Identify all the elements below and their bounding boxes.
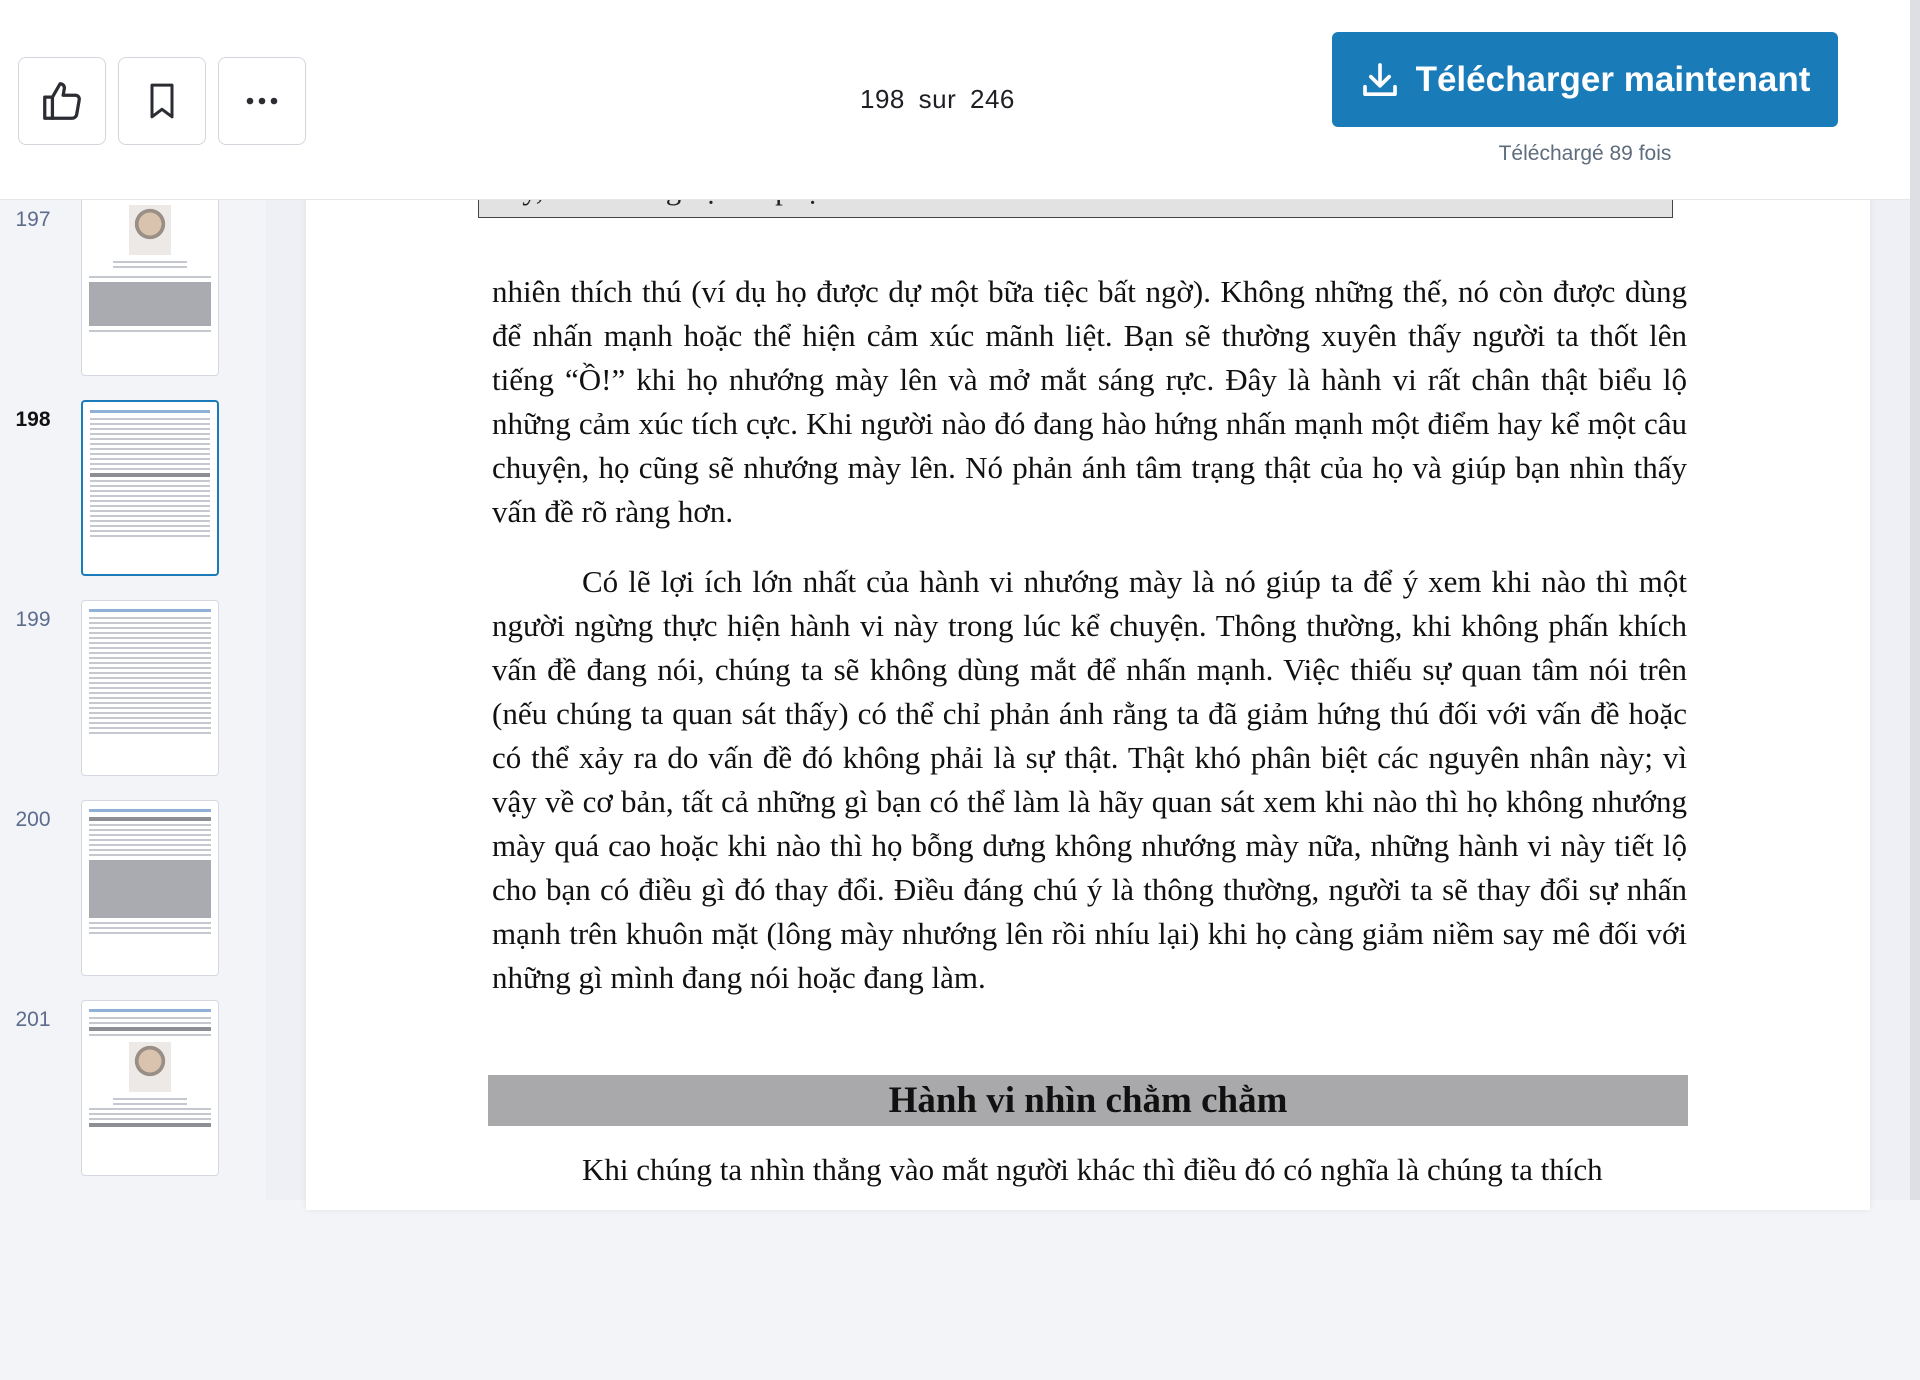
document-viewer[interactable] [306,200,1920,1200]
bookmark-icon [142,79,182,123]
paragraph: nhiên thích thú (ví dụ họ được dự một bữa tiệc bất ngờ). Không những thế, nó còn được dùng để nhấn mạnh hoặc thể hiện cảm xúc mãnh liệt. Bạn sẽ thường xuyên thấy người ta thốt lên tiếng “Ồ!” khi họ nhướng mày lên và mở mắt sáng rực. Đây là hành vi rất chân thật biểu lộ những cảm xúc tích cực. Khi người nào đó đang hào hứng nhấn mạnh một điểm hay kể một câu chuyện, họ cũng sẽ nhướng mày lên. Nó phản ánh tâm trạng thật của họ và giúp bạn nhìn thấy vấn đề rõ ràng hơn. [492,274,1687,529]
thumbnail-item[interactable] [0,800,266,980]
thumbnail-photo [129,205,171,255]
paragraph: Có lẽ lợi ích lớn nhất của hành vi nhướng mày là nó giúp ta để ý xem khi nào thì một người ngừng thực hiện hành vi này trong lúc kể chuyện. Thông thường, khi không phấn khích vấn đề đang nói, chúng ta sẽ không dùng mắt để nhấn mạnh. Việc thiếu sự quan tâm nói trên (nếu chúng ta quan sát thấy) có thể chỉ phản ánh rằng ta đã giảm hứng thú đối với vấn đề hoặc có thể xảy ra do vấn đề đó không phải là sự thật. Thật khó phân biệt các nguyên nhân này; vì vậy về cơ bản, tất cả những gì bạn có thể làm là hãy quan sát xem khi nào thì họ không nhướng mày quá cao hoặc khi nào thì họ bỗng dưng không nhướng mày nữa, những hành vi này tiết lộ cho bạn có điều gì đó thay đổi. Điều đáng chú ý là thông thường, người ta sẽ thay đổi sự nhấn mạnh trên khuôn mặt (lông mày nhướng lên rồi nhíu lại) khi họ càng giảm niềm say mê đối với những gì mình đang nói hoặc đang làm. [492,564,1687,995]
current-page: 198 [860,84,905,114]
thumbnail-page[interactable] [81,800,219,976]
thumbnail-number: 198 [15,408,51,431]
more-horizontal-icon [242,95,282,107]
page-counter [857,84,1018,115]
section-heading: Hành vi nhìn chằm chằm [488,1075,1688,1126]
total-pages: 246 [969,84,1015,114]
bookmark-button[interactable] [118,57,206,145]
thumbnail-sidebar[interactable] [0,200,266,1200]
page-separator: sur [918,84,957,114]
thumbnail-number: 199 [15,608,51,631]
sidebar-divider [266,200,306,1200]
thumbnail-item[interactable] [0,1000,266,1180]
thumbs-up-icon [39,78,85,124]
toolbar-divider [0,199,1910,200]
thumbnail-item[interactable] [0,200,266,380]
thumbnail-number: 200 [15,808,51,831]
thumbnail-item[interactable] [0,1200,266,1380]
thumbnail-number: 197 [15,208,51,231]
download-count: Téléchargé 89 fois [1498,142,1672,165]
like-button[interactable] [18,57,106,145]
document-page [306,190,1870,1210]
download-label: Télécharger maintenant [1415,59,1811,99]
thumbnail-page[interactable] [81,180,219,376]
thumbnail-page[interactable] [81,400,219,576]
top-toolbar [0,0,1920,200]
thumbnail-page[interactable] [81,1000,219,1176]
download-icon [1360,60,1400,100]
thumbnail-item[interactable] [0,400,266,580]
download-now-button[interactable] [1332,32,1838,127]
thumbnail-item[interactable] [0,600,266,780]
more-options-button[interactable] [218,57,306,145]
scrollbar-track[interactable] [1910,0,1920,1200]
paragraph: Khi chúng ta nhìn thẳng vào mắt người khác thì điều đó có nghĩa là chúng ta thích [582,1152,1603,1187]
thumbnail-page[interactable] [81,600,219,776]
thumbnail-number: 201 [15,1008,51,1031]
thumbnail-photo [129,1042,171,1092]
